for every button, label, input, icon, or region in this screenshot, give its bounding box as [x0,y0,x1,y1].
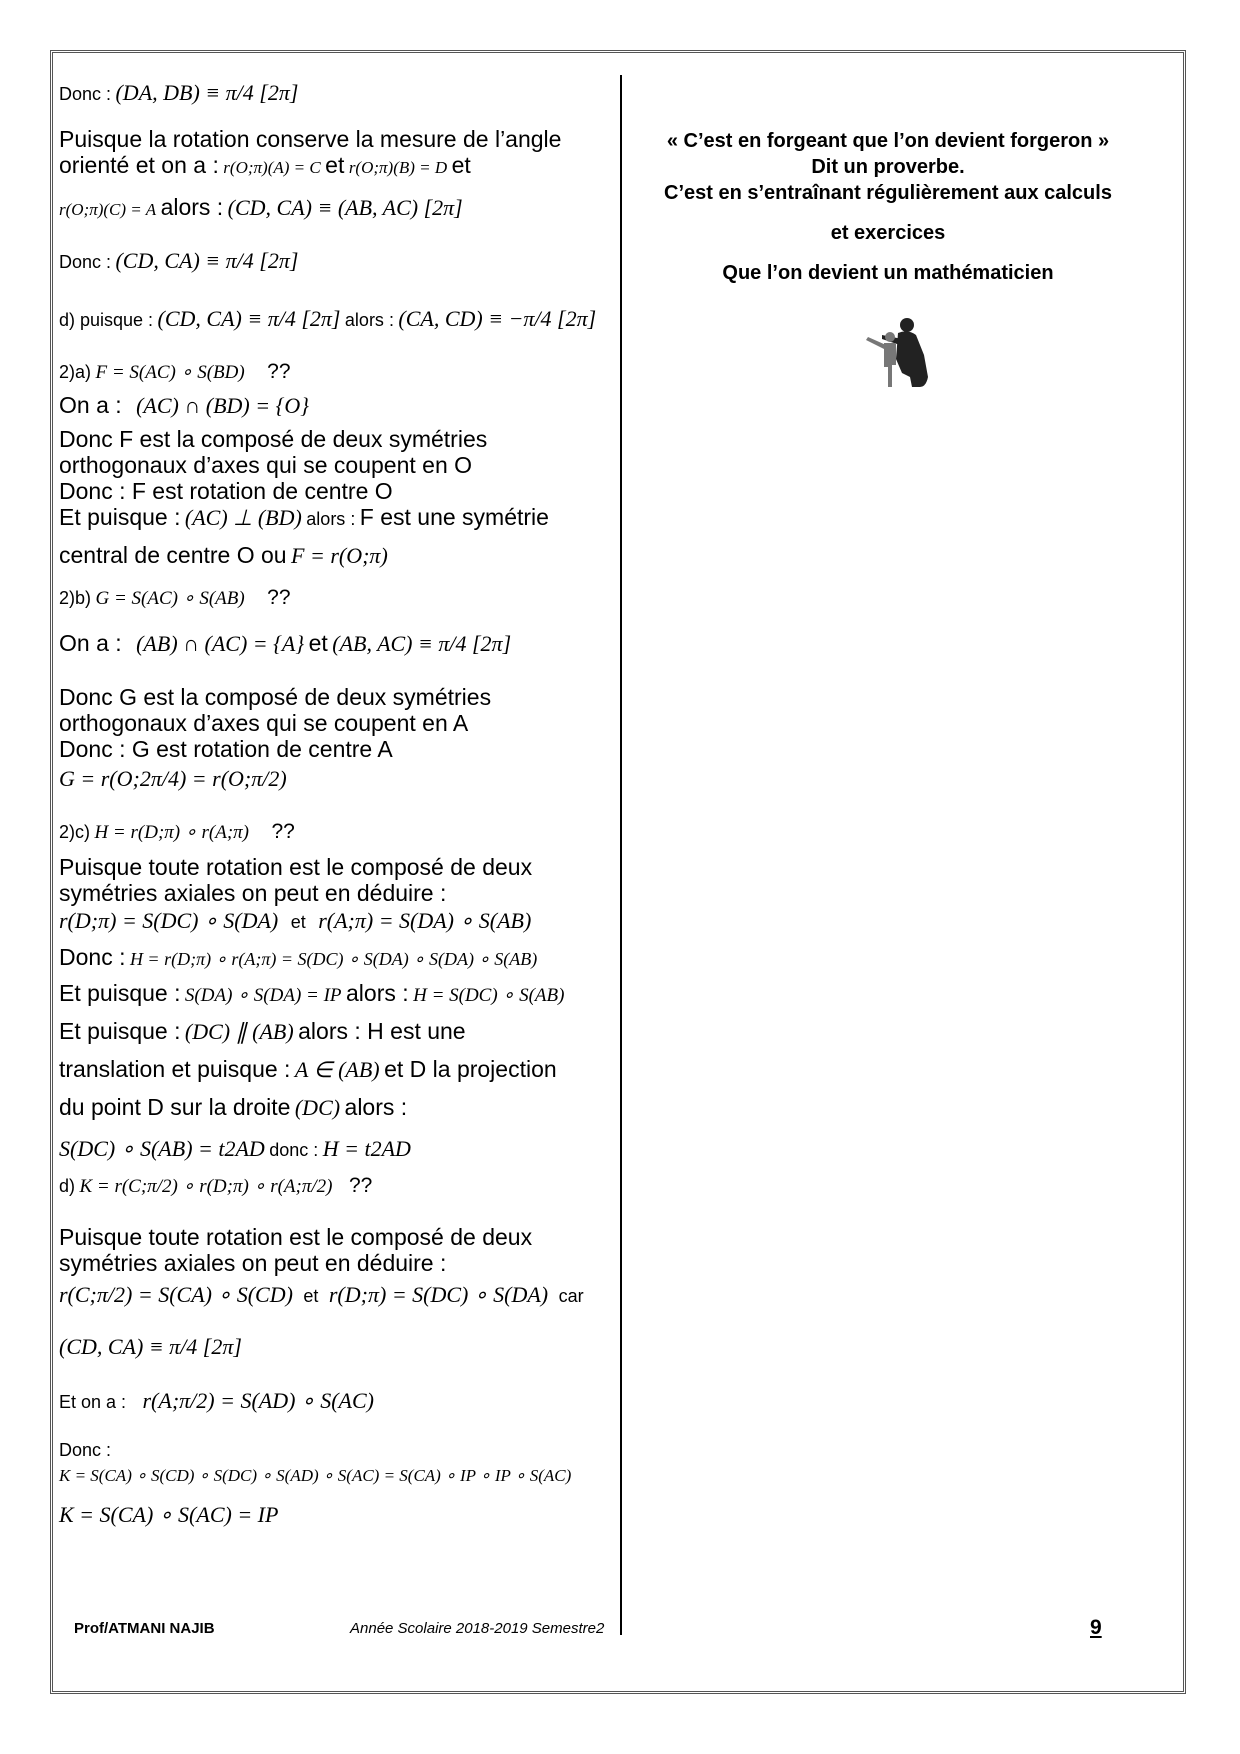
line-26: Et puisque : (DC) ∥ (AB) alors : H est une [59,1018,466,1044]
quote-line: Que l’on devient un mathématicien [722,262,1054,284]
school-year: Année Scolaire 2018-2019 Semestre2 [350,1620,605,1637]
line-35: Et on a : r(A;π/2) = S(AD) ∘ S(AC) [59,1388,374,1413]
author: Prof/ATMANI NAJIB [74,1620,215,1637]
line-24: Donc : H = r(D;π) ∘ r(A;π) = S(DC) ∘ S(DA) ∘ S(DA) ∘ S(AB) [59,944,538,970]
quote-line: C’est en s’entraînant régulièrement aux calculs [664,182,1112,204]
line-19: G = r(O;2π/4) = r(O;π/2) [59,766,287,791]
quote-line: « C’est en forgeant que l’on devient forgeron » [666,130,1110,152]
line-13: central de centre O ou F = r(O;π) [59,542,388,568]
line-5: Donc : (CD, CA) ≡ π/4 [2π] [59,248,299,273]
teacher-child-icon [862,315,932,393]
line-4: r(O;π)(C) = A alors : (CD, CA) ≡ (AB, AC) [2π] [59,194,463,220]
line-8: On a : (AC) ∩ (BD) = {O} [59,392,310,418]
line-38: K = S(CA) ∘ S(AC) = IP [59,1502,279,1527]
quote-line: Dit un proverbe. [811,156,965,178]
line-3: orienté et on a : r(O;π)(A) = C et r(O;π)(B) = D et [59,152,471,178]
left-column: Donc : (DA, DB) ≡ π/4 [2π] Puisque la rotation conserve la mesure de l’angle orienté et on a : r(O;π)(A) = C et r(O;π)(B) = D et r(O;π)(C) = A alors : (CD, CA) ≡ (AB, AC) [2π] Donc : (CD, CA) ≡ π/4 [2π] d) puisque : (CD, CA) ≡ π/4 [2π] alors : (CA, CD) ≡ −π/4 [2π] 2)a) F = S(AC) ∘ S(BD) ?? On a : (AC) ∩ (BD) = {O} Donc F est la composé de deux symétries orthogonaux d’axes qui se coupent en O Donc : F est rotation de centre O Et puisque : (AC) ⊥ (BD) alors : F est une symétrie central de centre O ou F = r(O;π) 2)b) G = S(AC) ∘ S(AB) ?? On a : (AB) ∩ (AC) = {A} et (AB, AC) ≡ π/4 [2π] Donc G est la composé de deux symétries orthogonaux d’axes qui se coupent en A Donc : G est rotation de centre A G = r(O;2π/4) = r(O;π/2) 2)c) H = r(D;π) ∘ r(A;π) ?? Puisque toute rotation est le composé de deux symétries axiales on peut en déduire : r(D;π) = S(DC) ∘ S(DA) et r(A;π) = S(DA) ∘ S(AB) Donc : H = r(D;π) ∘ r(A;π) = S(DC) ∘ S(DA) ∘ S(DA) ∘ S(AB) Et puisque : S(DA) ∘ S(DA) = IP alors : H = S(DC) ∘ S(AB) Et puisque : (DC) ∥ (AB) alors : H est une translation et puisque : A ∈ (AB) et D la projection du point D sur la droite (DC) alors : S(DC) ∘ S(AB) = t2AD donc : H = t2AD d) K = r(C;π/2) ∘ r(D;π) ∘ r(A;π/2) ?? Puisque toute rotation est le composé de deux symétries axiales on peut en déduire : r(C;π/2) = S(CA) ∘ S(CD) et r(D;π) = S(DC) ∘ S(DA) car (CD, CA) ≡ π/4 [2π] Et on a : r(A;π/2) = S(AD) ∘ S(AC) Donc : K = S(CA) ∘ S(CD) ∘ S(DC) ∘ S(AD) ∘ S(AC) = S(CA) ∘ IP ∘ IP ∘ S(AC) K = S(CA) ∘ S(AC) = IP [59,78,611,1538]
line-1 [59,78,611,126]
quote-line: et exercices [830,222,946,244]
line-7: 2)a) F = S(AC) ∘ S(BD) ?? [59,360,291,383]
column-divider [620,75,622,1635]
math-expression: (DA, DB) ≡ π/4 [2π] [115,80,299,105]
label: Donc : [59,84,112,104]
line-33: r(C;π/2) = S(CA) ∘ S(CD) et r(D;π) = S(DC) ∘ S(DA) car [59,1282,584,1307]
line-27: translation et puisque : A ∈ (AB) et D la projection [59,1056,557,1082]
line-23: r(D;π) = S(DC) ∘ S(DA) et r(A;π) = S(DA) ∘ S(AB) [59,908,532,933]
page-footer [60,1616,1180,1650]
line-25: Et puisque : S(DA) ∘ S(DA) = IP alors : H = S(DC) ∘ S(AB) [59,980,565,1006]
text-line: Puisque la rotation conserve la mesure de l’angle [59,126,562,152]
line-30: d) K = r(C;π/2) ∘ r(D;π) ∘ r(A;π/2) ?? [59,1174,373,1197]
line-34: (CD, CA) ≡ π/4 [2π] [59,1334,242,1359]
line-20: 2)c) H = r(D;π) ∘ r(A;π) ?? [59,820,295,843]
line-28: du point D sur la droite (DC) alors : [59,1094,408,1120]
line-6: d) puisque : (CD, CA) ≡ π/4 [2π] alors : (CA, CD) ≡ −π/4 [2π] [59,306,597,331]
line-37: K = S(CA) ∘ S(CD) ∘ S(DC) ∘ S(AD) ∘ S(AC) = S(CA) ∘ IP ∘ IP ∘ S(AC) [59,1466,572,1485]
line-12: Et puisque : (AC) ⊥ (BD) alors : F est une symétrie [59,504,549,530]
quote-block [628,128,1148,286]
page-number: 9 [1090,1616,1102,1639]
line-14: 2)b) G = S(AC) ∘ S(AB) ?? [59,586,291,609]
line-15: On a : (AB) ∩ (AC) = {A} et (AB, AC) ≡ π/4 [2π] [59,630,512,656]
line-29: S(DC) ∘ S(AB) = t2AD donc : H = t2AD [59,1136,411,1161]
